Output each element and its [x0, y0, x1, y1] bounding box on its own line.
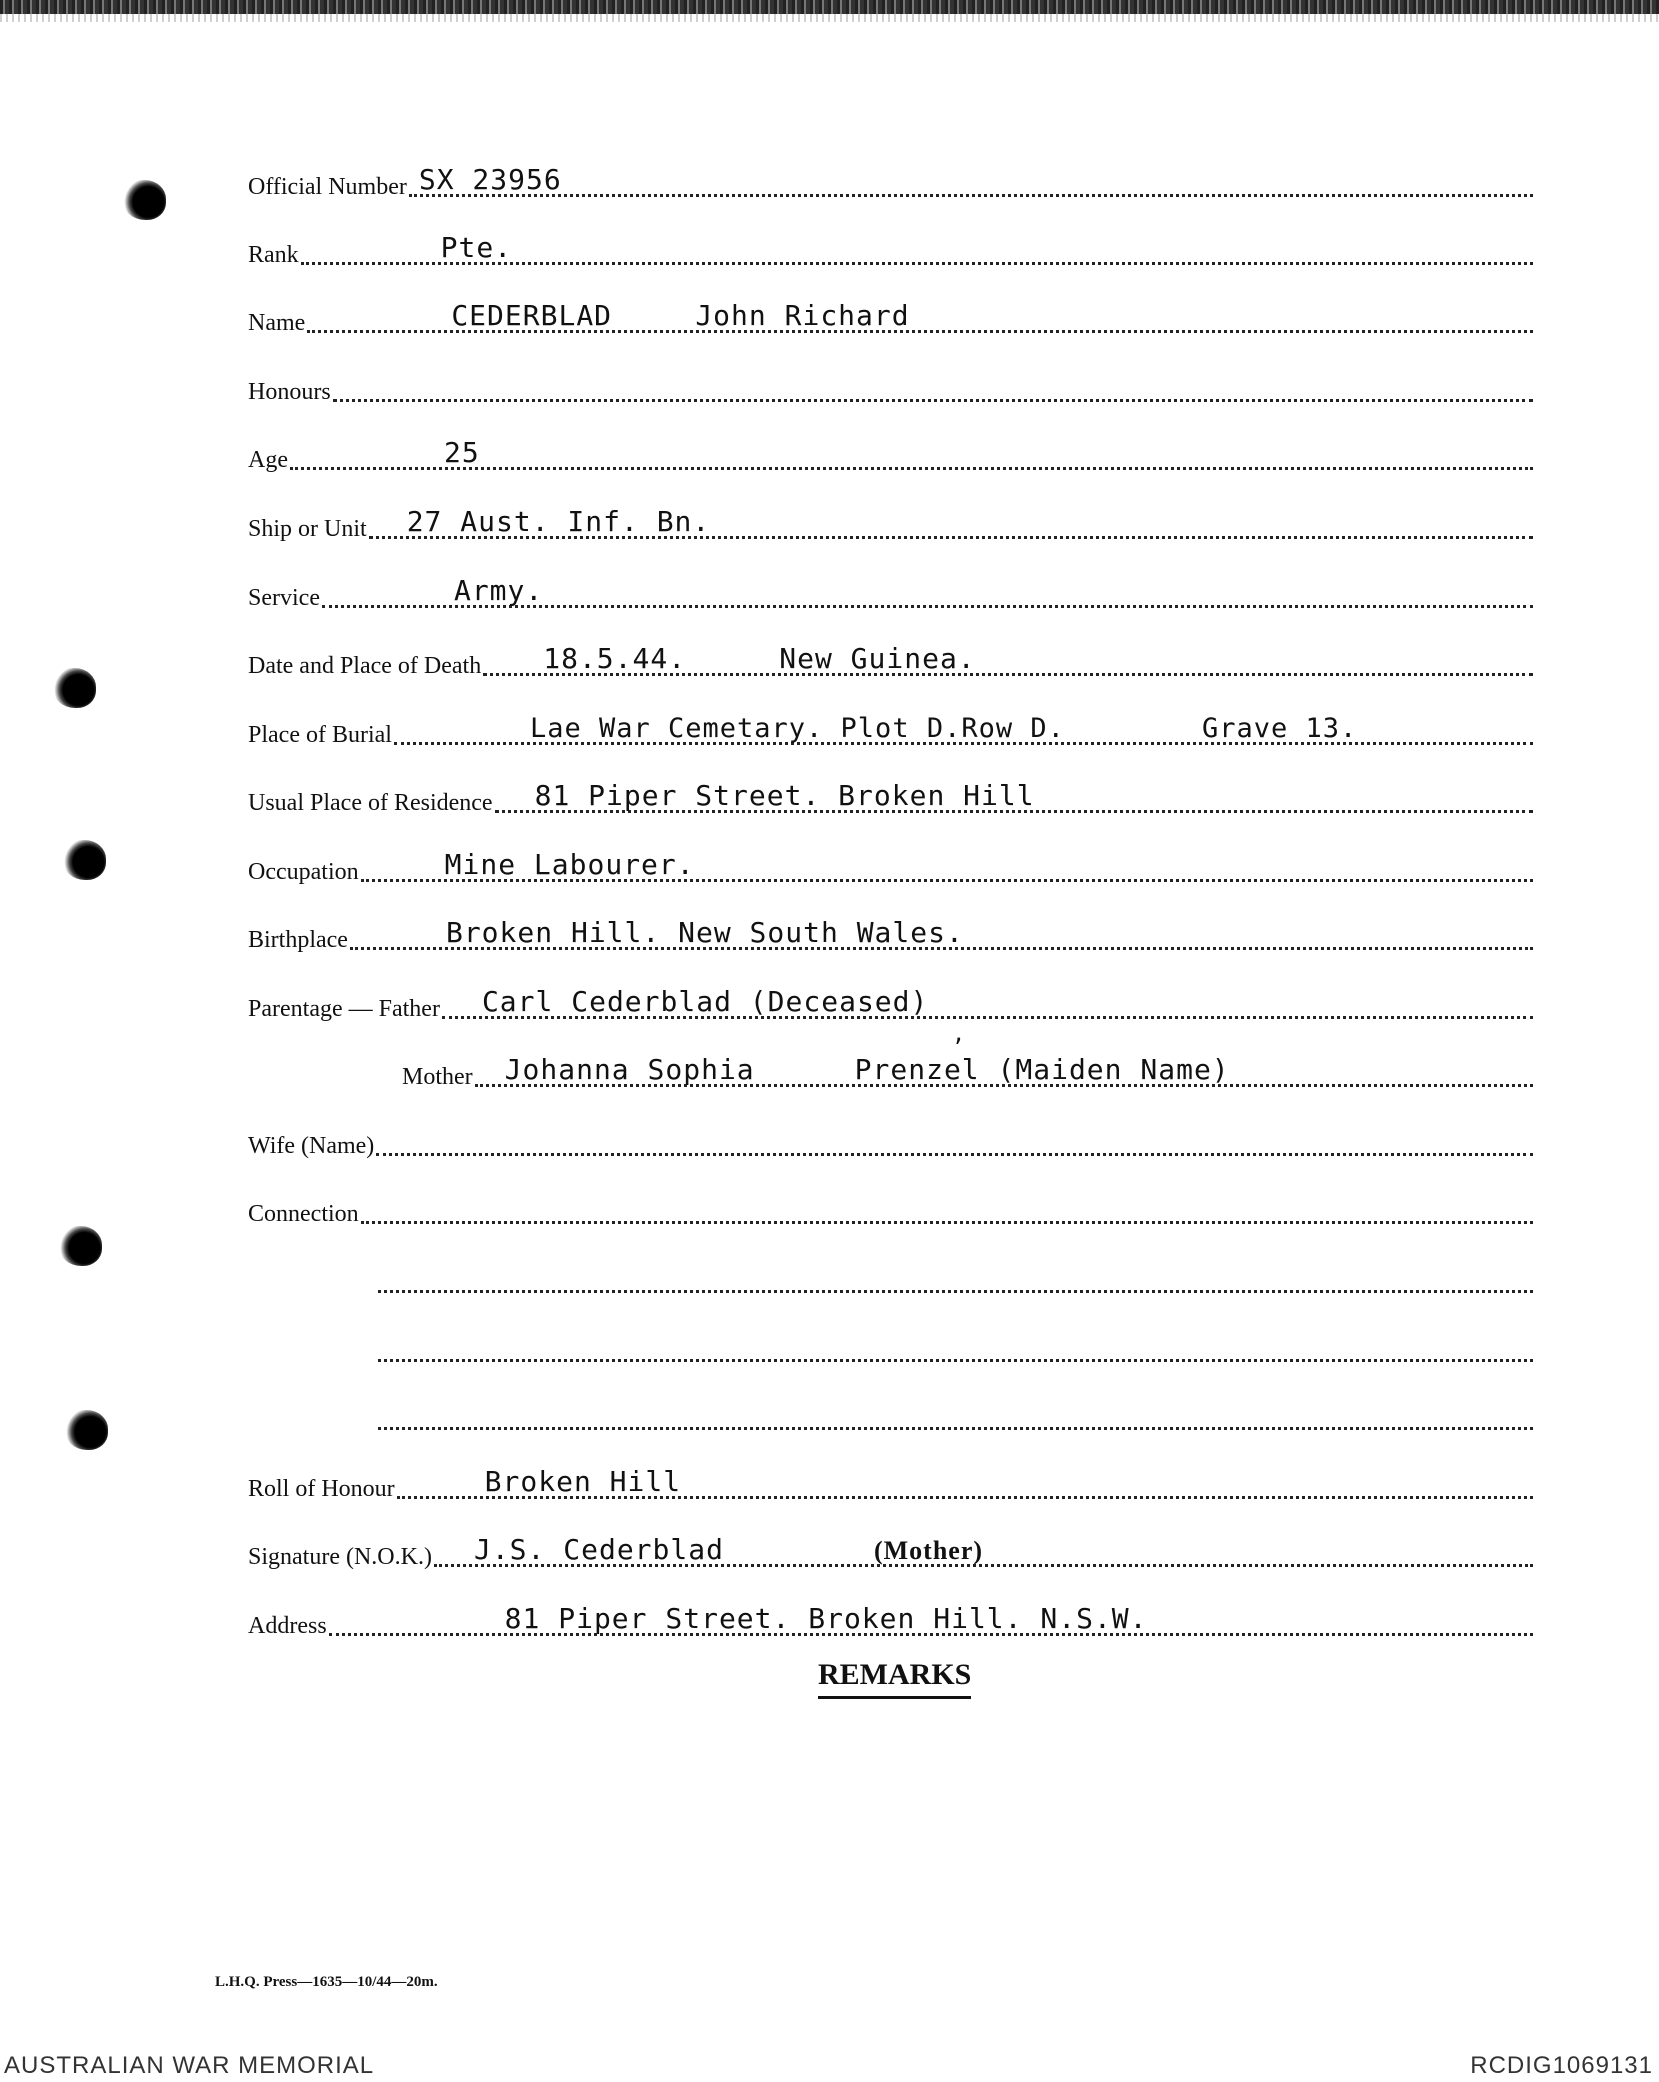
honours-label: Honours — [248, 379, 331, 405]
ship-or-unit-value: 27 Aust. Inf. Bn. — [406, 505, 711, 538]
burial-label: Place of Burial — [248, 722, 392, 748]
blank-dotted-line — [378, 1250, 1533, 1293]
death-place-value: New Guinea. — [779, 642, 976, 675]
scan-top-edge — [0, 0, 1659, 14]
birthplace-line — [350, 907, 1533, 950]
residence-row — [248, 773, 1533, 817]
wife-row — [248, 1116, 1533, 1160]
death-label: Date and Place of Death — [248, 653, 482, 679]
connection-line — [361, 1181, 1533, 1224]
burial-row — [248, 705, 1533, 749]
occupation-row — [248, 842, 1533, 886]
rank-label: Rank — [248, 242, 299, 268]
roll-of-honour-row — [248, 1459, 1533, 1503]
blank-dotted-line — [378, 1387, 1533, 1430]
ship-or-unit-row — [248, 499, 1533, 543]
roll-of-honour-label: Roll of Honour — [248, 1476, 395, 1502]
signature-label: Signature (N.O.K.) — [248, 1544, 432, 1570]
burial-line — [394, 702, 1533, 745]
mother-row — [402, 1047, 1533, 1091]
rank-line — [301, 222, 1533, 265]
name-row — [248, 293, 1533, 337]
service-label: Service — [248, 585, 320, 611]
wife-line — [376, 1113, 1533, 1156]
archive-id: RCDIG1069131 — [1470, 2052, 1653, 2079]
punch-hole-mark — [58, 1226, 102, 1266]
occupation-value: Mine Labourer. — [444, 848, 695, 881]
burial-value: Lae War Cemetary. Plot D.Row D. — [529, 713, 1065, 744]
birthplace-value: Broken Hill. New South Wales. — [445, 916, 964, 949]
signature-row — [248, 1527, 1533, 1571]
punch-hole-mark — [62, 840, 106, 880]
rank-row — [248, 225, 1533, 269]
burial-grave-value: Grave 13. — [1201, 713, 1358, 744]
residence-label: Usual Place of Residence — [248, 790, 493, 816]
name-given-value: John Richard — [695, 299, 910, 332]
address-value: 81 Piper Street. Broken Hill. N.S.W. — [504, 1602, 1148, 1635]
birthplace-label: Birthplace — [248, 927, 348, 953]
occupation-line — [361, 839, 1533, 882]
press-mark: L.H.Q. Press—1635—10/44—20m. — [215, 1974, 438, 1990]
death-line — [483, 633, 1533, 676]
blank-dotted-line — [378, 1319, 1533, 1362]
age-line — [290, 427, 1533, 470]
official-number-line — [409, 154, 1533, 197]
age-row — [248, 430, 1533, 474]
residence-value: 81 Piper Street. Broken Hill — [534, 779, 1035, 812]
punch-hole-mark — [52, 668, 96, 708]
mother-surname-value: Prenzel (Maiden Name) — [854, 1053, 1230, 1086]
rank-value: Pte. — [440, 231, 513, 264]
age-value: 25 — [443, 436, 480, 469]
connection-line-4 — [376, 1390, 1533, 1434]
signature-line — [434, 1524, 1533, 1567]
occupation-label: Occupation — [248, 859, 359, 885]
honours-row — [248, 362, 1533, 406]
connection-row — [248, 1184, 1533, 1228]
ship-or-unit-line — [369, 496, 1533, 539]
address-row — [248, 1596, 1533, 1640]
connection-line-3 — [376, 1322, 1533, 1366]
official-number-value: SX 23956 — [418, 163, 562, 196]
father-label: Parentage — Father — [248, 996, 440, 1022]
honours-line — [333, 359, 1533, 402]
remarks-heading: REMARKS — [818, 1658, 971, 1699]
connection-line-2 — [376, 1253, 1533, 1297]
address-line — [329, 1593, 1533, 1636]
punch-hole-mark — [64, 1410, 108, 1450]
service-line — [322, 565, 1533, 608]
name-line — [307, 290, 1533, 333]
signature-relation-value: (Mother) — [873, 1536, 984, 1565]
wife-label: Wife (Name) — [248, 1133, 375, 1159]
address-label: Address — [248, 1613, 327, 1639]
mother-value: Johanna Sophia — [504, 1053, 755, 1086]
mother-label: Mother — [402, 1064, 473, 1090]
death-row — [248, 636, 1533, 680]
signature-value: J.S. Cederblad — [473, 1533, 724, 1566]
official-number-label: Official Number — [248, 174, 407, 200]
birthplace-row — [248, 910, 1533, 954]
service-value: Army. — [453, 574, 544, 607]
father-row — [248, 979, 1533, 1023]
punch-hole-mark — [122, 180, 166, 220]
age-label: Age — [248, 447, 288, 473]
ship-or-unit-label: Ship or Unit — [248, 516, 367, 542]
name-label: Name — [248, 310, 306, 336]
death-date-value: 18.5.44. — [543, 642, 687, 675]
connection-label: Connection — [248, 1201, 359, 1227]
official-number-row — [248, 157, 1533, 201]
roll-of-honour-value: Broken Hill — [484, 1465, 682, 1498]
service-row — [248, 568, 1533, 612]
name-surname-value: CEDERBLAD — [451, 299, 613, 332]
handwritten-correction-mark: , — [952, 1022, 966, 1047]
scan-top-edge-noise — [0, 14, 1659, 22]
residence-line — [495, 770, 1533, 813]
mother-line — [475, 1044, 1533, 1087]
father-line — [442, 976, 1533, 1019]
roll-of-honour-line — [397, 1456, 1533, 1499]
father-value: Carl Cederblad (Deceased) — [481, 985, 929, 1018]
archive-credit: AUSTRALIAN WAR MEMORIAL — [4, 2052, 375, 2079]
